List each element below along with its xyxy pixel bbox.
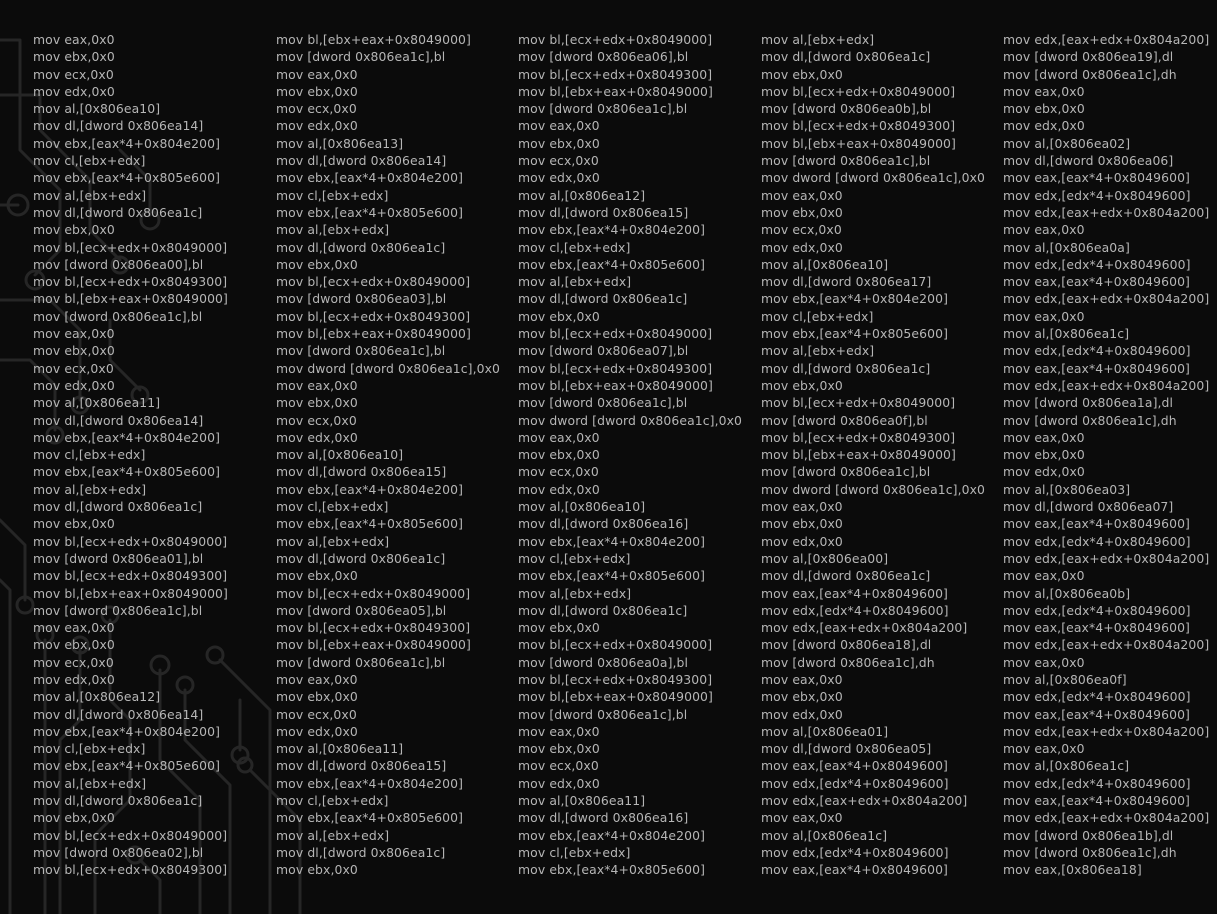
code-line: mov eax,0x0 [518,118,600,134]
code-line: mov al,[0x806ea10] [33,101,161,117]
code-line: mov bl,[ecx+edx+0x8049300] [761,118,956,134]
code-line: mov edx,[eax+edx+0x804a200] [1003,810,1210,826]
code-line: mov al,[0x806ea11] [518,793,646,809]
code-line: mov bl,[ebx+eax+0x8049000] [761,447,956,463]
code-line: mov edx,[edx*4+0x8049600] [1003,602,1191,618]
code-line: mov ebx,0x0 [761,377,843,393]
code-line: mov ebx,[eax*4+0x805e600] [276,810,463,826]
code-line: mov eax,0x0 [33,32,115,47]
code-line: mov ebx,0x0 [276,568,358,584]
code-line: mov eax,[eax*4+0x8049600] [1003,274,1190,290]
code-line: mov al,[ebx+edx] [33,775,147,791]
code-line: mov edx,0x0 [276,118,358,134]
code-line: mov bl,[ecx+edx+0x8049300] [33,274,228,290]
code-line: mov [dword 0x806ea1c],dh [1003,844,1177,860]
code-line: mov ebx,[eax*4+0x805e600] [33,758,220,774]
code-line: mov ebx,0x0 [33,637,115,653]
code-line: mov bl,[ecx+edx+0x8049000] [33,533,228,549]
code-line: mov ebx,[eax*4+0x805e600] [33,170,220,186]
code-line: mov bl,[ecx+edx+0x8049300] [276,620,471,636]
code-line: mov [dword 0x806ea18],dl [761,637,932,653]
code-line: mov edx,[edx*4+0x8049600] [1003,689,1191,705]
code-line: mov edx,0x0 [33,83,115,99]
code-line: mov dword [dword 0x806ea1c],0x0 [761,170,986,186]
code-line: mov edx,[eax+edx+0x804a200] [1003,377,1210,393]
code-line: mov cl,[ebx+edx] [518,239,631,255]
code-line: mov ebx,0x0 [276,395,358,411]
code-line: mov ebx,[eax*4+0x805e600] [518,862,705,878]
code-line: mov dword [dword 0x806ea1c],0x0 [518,412,743,428]
code-line: mov ebx,0x0 [276,256,358,272]
code-line: mov dl,[dword 0x806ea14] [33,118,204,134]
code-line: mov ebx,0x0 [518,620,600,636]
code-line: mov al,[0x806ea12] [518,187,646,203]
code-line: mov eax,[eax*4+0x8049600] [761,862,948,878]
code-line: mov ecx,0x0 [33,360,114,376]
code-line: mov eax,[eax*4+0x8049600] [761,758,948,774]
code-line: mov cl,[ebx+edx] [276,499,389,515]
code-line: mov al,[ebx+edx] [33,481,147,497]
code-line: mov al,[0x806ea12] [33,689,161,705]
code-line: mov al,[0x806ea13] [276,135,404,151]
code-line: mov ebx,0x0 [518,741,600,757]
code-line: mov bl,[ecx+edx+0x8049000] [518,326,713,342]
code-line: mov cl,[ebx+edx] [33,741,146,757]
code-line: mov ebx,0x0 [276,862,358,878]
code-line: mov bl,[ecx+edx+0x8049000] [276,585,471,601]
code-line: mov al,[0x806ea01] [761,723,889,739]
code-line: mov dl,[dword 0x806ea14] [276,153,447,169]
code-line: mov dl,[dword 0x806ea14] [33,412,204,428]
code-line: mov eax,0x0 [761,187,843,203]
code-line: mov al,[ebx+edx] [276,827,390,843]
code-line: mov edx,[edx*4+0x8049600] [1003,533,1191,549]
code-line: mov edx,[eax+edx+0x804a200] [1003,32,1210,47]
code-line: mov eax,0x0 [518,429,600,445]
code-line: mov [dword 0x806ea1a],dl [1003,395,1174,411]
code-line: mov dl,[dword 0x806ea15] [518,204,689,220]
code-line: mov edx,[eax+edx+0x804a200] [1003,204,1210,220]
code-line: mov eax,0x0 [1003,429,1085,445]
code-line: mov eax,0x0 [33,326,115,342]
code-line: mov dl,[dword 0x806ea07] [1003,499,1174,515]
code-line: mov ebx,[eax*4+0x805e600] [276,516,463,532]
code-line: mov edx,[eax+edx+0x804a200] [1003,723,1210,739]
code-line: mov ecx,0x0 [33,654,114,670]
code-line: mov dl,[dword 0x806ea05] [761,741,932,757]
code-line: mov al,[0x806ea03] [1003,481,1131,497]
code-line: mov dl,[dword 0x806ea1c] [518,291,688,307]
code-line: mov bl,[ecx+edx+0x8049300] [33,862,228,878]
code-line: mov ebx,[eax*4+0x805e600] [761,326,948,342]
code-line: mov ebx,0x0 [276,83,358,99]
code-line: mov bl,[ecx+edx+0x8049300] [761,429,956,445]
code-line: mov bl,[ecx+edx+0x8049000] [518,32,713,47]
code-line: mov ebx,[eax*4+0x804e200] [276,775,463,791]
code-line: mov al,[ebx+edx] [761,343,875,359]
code-line: mov edx,[edx*4+0x8049600] [1003,187,1191,203]
code-line: mov edx,[eax+edx+0x804a200] [1003,291,1210,307]
code-line: mov [dword 0x806ea03],bl [276,291,447,307]
code-line: mov ecx,0x0 [518,758,599,774]
code-line: mov eax,[eax*4+0x8049600] [1003,516,1190,532]
code-line: mov eax,0x0 [761,499,843,515]
code-line: mov ebx,0x0 [761,66,843,82]
code-line: mov [dword 0x806ea1c],bl [276,654,446,670]
code-line: mov edx,0x0 [276,429,358,445]
code-line: mov dl,[dword 0x806ea1c] [276,239,446,255]
code-line: mov eax,0x0 [33,620,115,636]
code-line: mov ebx,[eax*4+0x804e200] [518,827,705,843]
code-line: mov [dword 0x806ea1c],bl [518,706,688,722]
code-line: mov ecx,0x0 [276,706,357,722]
code-line: mov [dword 0x806ea1c],bl [33,602,203,618]
code-line: mov edx,0x0 [761,239,843,255]
code-line: mov al,[0x806ea11] [276,741,404,757]
code-line: mov ebx,[eax*4+0x804e200] [33,429,220,445]
code-line: mov ebx,0x0 [276,689,358,705]
code-line: mov ebx,0x0 [33,343,115,359]
code-line: mov eax,[eax*4+0x8049600] [761,585,948,601]
code-line: mov cl,[ebx+edx] [276,793,389,809]
code-line: mov dl,[dword 0x806ea1c] [276,844,446,860]
code-line: mov [dword 0x806ea1c],bl [276,49,446,65]
code-line: mov dl,[dword 0x806ea1c] [33,499,203,515]
code-line: mov al,[0x806ea10] [761,256,889,272]
code-line: mov ebx,[eax*4+0x804e200] [518,533,705,549]
code-line: mov ebx,0x0 [1003,447,1085,463]
code-line: mov [dword 0x806ea0b],bl [761,101,932,117]
code-line: mov eax,[eax*4+0x8049600] [1003,170,1190,186]
code-line: mov edx,[edx*4+0x8049600] [761,775,949,791]
code-line: mov eax,0x0 [1003,83,1085,99]
code-line: mov [dword 0x806ea02],bl [33,844,204,860]
code-line: mov dl,[dword 0x806ea14] [33,706,204,722]
code-line: mov [dword 0x806ea1c],dh [1003,66,1177,82]
code-line: mov al,[0x806ea0f] [1003,671,1127,687]
code-line: mov dword [dword 0x806ea1c],0x0 [276,360,501,376]
code-line: mov al,[0x806ea00] [761,550,889,566]
code-line: mov eax,0x0 [761,671,843,687]
code-line: mov bl,[ebx+eax+0x8049000] [276,637,471,653]
code-line: mov al,[ebx+edx] [33,187,147,203]
code-line: mov dl,[dword 0x806ea1c] [761,568,931,584]
code-line: mov edx,0x0 [33,671,115,687]
code-line: mov [dword 0x806ea0a],bl [518,654,689,670]
code-line: mov [dword 0x806ea1c],bl [276,343,446,359]
code-line: mov al,[0x806ea0a] [1003,239,1130,255]
code-column-5 [1003,31,1209,879]
code-line: mov al,[0x806ea0b] [1003,585,1131,601]
code-line: mov edx,[eax+edx+0x804a200] [1003,550,1210,566]
code-line: mov ebx,[eax*4+0x804e200] [276,481,463,497]
code-line: mov edx,0x0 [33,377,115,393]
code-line: mov eax,0x0 [276,377,358,393]
code-line: mov bl,[ebx+eax+0x8049000] [33,291,228,307]
code-line: mov ebx,[eax*4+0x805e600] [518,568,705,584]
code-line: mov ecx,0x0 [276,101,357,117]
code-line: mov [dword 0x806ea07],bl [518,343,689,359]
code-line: mov [dword 0x806ea1c],dh [761,654,935,670]
code-line: mov al,[0x806ea10] [518,499,646,515]
code-line: mov eax,[eax*4+0x8049600] [1003,706,1190,722]
code-line: mov [dword 0x806ea0f],bl [761,412,928,428]
code-line: mov eax,0x0 [761,810,843,826]
code-line: mov al,[0x806ea11] [33,395,161,411]
code-line: mov dl,[dword 0x806ea17] [761,274,932,290]
code-line: mov ebx,[eax*4+0x804e200] [761,291,948,307]
code-line: mov bl,[ebx+eax+0x8049000] [276,326,471,342]
code-line: mov edx,0x0 [1003,464,1085,480]
code-line: mov dl,[dword 0x806ea1c] [518,602,688,618]
code-line: mov ebx,[eax*4+0x805e600] [518,256,705,272]
code-line: mov edx,0x0 [761,533,843,549]
code-line: mov ebx,[eax*4+0x804e200] [33,723,220,739]
code-line: mov ebx,0x0 [33,222,115,238]
code-line: mov cl,[ebx+edx] [518,550,631,566]
code-line: mov dl,[dword 0x806ea06] [1003,153,1174,169]
code-line: mov al,[ebx+edx] [518,274,632,290]
code-line: mov al,[0x806ea10] [276,447,404,463]
code-line: mov edx,[edx*4+0x8049600] [1003,343,1191,359]
code-line: mov edx,0x0 [761,706,843,722]
code-line: mov bl,[ecx+edx+0x8049300] [518,360,713,376]
code-line: mov ebx,[eax*4+0x805e600] [33,464,220,480]
code-line: mov al,[0x806ea02] [1003,135,1131,151]
code-line: mov dl,[dword 0x806ea1c] [276,550,446,566]
code-line: mov edx,0x0 [518,775,600,791]
code-line: mov ebx,0x0 [761,516,843,532]
code-line: mov bl,[ebx+eax+0x8049000] [33,585,228,601]
code-line: mov ebx,0x0 [33,49,115,65]
code-line: mov bl,[ecx+edx+0x8049000] [518,637,713,653]
code-line: mov eax,0x0 [518,723,600,739]
code-line: mov [dword 0x806ea06],bl [518,49,689,65]
code-line: mov dl,[dword 0x806ea1c] [761,360,931,376]
code-line: mov [dword 0x806ea1c],bl [518,395,688,411]
code-line: mov cl,[ebx+edx] [276,187,389,203]
code-line: mov edx,0x0 [518,170,600,186]
code-line: mov [dword 0x806ea1c],bl [761,464,931,480]
code-line: mov eax,[eax*4+0x8049600] [1003,620,1190,636]
code-line: mov ecx,0x0 [761,222,842,238]
code-line: mov bl,[ecx+edx+0x8049000] [33,239,228,255]
code-line: mov dl,[dword 0x806ea16] [518,516,689,532]
code-line: mov bl,[ecx+edx+0x8049300] [518,66,713,82]
code-line: mov [dword 0x806ea1c],bl [761,153,931,169]
code-line: mov edx,0x0 [1003,118,1085,134]
code-line: mov al,[ebx+edx] [276,222,390,238]
code-line: mov [dword 0x806ea01],bl [33,550,204,566]
code-line: mov dl,[dword 0x806ea16] [518,810,689,826]
code-line: mov al,[ebx+edx] [276,533,390,549]
code-line: mov bl,[ecx+edx+0x8049300] [33,568,228,584]
code-line: mov edx,[edx*4+0x8049600] [1003,775,1191,791]
code-line: mov [dword 0x806ea1c],bl [518,101,688,117]
code-line: mov al,[ebx+edx] [761,32,875,47]
code-line: mov bl,[ecx+edx+0x8049300] [276,308,471,324]
code-line: mov eax,[eax*4+0x8049600] [1003,793,1190,809]
code-line: mov ebx,0x0 [761,689,843,705]
code-line: mov ebx,[eax*4+0x804e200] [33,135,220,151]
code-line: mov ebx,0x0 [518,135,600,151]
code-line: mov ebx,0x0 [33,516,115,532]
code-line: mov al,[0x806ea1c] [761,827,888,843]
code-line: mov bl,[ebx+eax+0x8049000] [518,377,713,393]
code-line: mov eax,0x0 [1003,568,1085,584]
code-line: mov [dword 0x806ea1c],dh [1003,412,1177,428]
code-line: mov edx,0x0 [518,481,600,497]
code-line: mov cl,[ebx+edx] [518,844,631,860]
code-line: mov [dword 0x806ea1b],dl [1003,827,1174,843]
code-line: mov eax,0x0 [276,66,358,82]
code-line: mov dl,[dword 0x806ea15] [276,464,447,480]
code-line: mov eax,[0x806ea18] [1003,862,1142,878]
code-line: mov bl,[ebx+eax+0x8049000] [518,689,713,705]
code-column-3 [518,31,742,879]
code-line: mov edx,[edx*4+0x8049600] [1003,256,1191,272]
code-line: mov dl,[dword 0x806ea1c] [33,204,203,220]
code-line: mov bl,[ebx+eax+0x8049000] [518,83,713,99]
code-column-4 [761,31,985,879]
code-column-1 [33,31,228,879]
code-line: mov edx,[edx*4+0x8049600] [761,844,949,860]
code-line: mov cl,[ebx+edx] [761,308,874,324]
code-line: mov dl,[dword 0x806ea1c] [33,793,203,809]
code-line: mov bl,[ecx+edx+0x8049000] [276,274,471,290]
code-line: mov eax,0x0 [1003,741,1085,757]
code-line: mov edx,[eax+edx+0x804a200] [761,793,968,809]
code-line: mov ebx,[eax*4+0x804e200] [518,222,705,238]
code-line: mov al,[ebx+edx] [518,585,632,601]
code-line: mov bl,[ecx+edx+0x8049000] [33,827,228,843]
code-line: mov [dword 0x806ea00],bl [33,256,204,272]
code-line: mov bl,[ebx+eax+0x8049000] [276,32,471,47]
code-line: mov ecx,0x0 [518,153,599,169]
code-line: mov eax,0x0 [1003,222,1085,238]
code-line: mov eax,[eax*4+0x8049600] [1003,360,1190,376]
code-line: mov ebx,[eax*4+0x805e600] [276,204,463,220]
code-line: mov eax,0x0 [276,671,358,687]
code-line: mov ebx,0x0 [1003,101,1085,117]
code-line: mov ebx,0x0 [761,204,843,220]
code-column-2 [276,31,500,879]
code-line: mov ebx,[eax*4+0x804e200] [276,170,463,186]
code-line: mov edx,[eax+edx+0x804a200] [1003,637,1210,653]
code-line: mov bl,[ecx+edx+0x8049000] [761,83,956,99]
code-line: mov edx,0x0 [276,723,358,739]
code-line: mov eax,0x0 [1003,654,1085,670]
code-line: mov ebx,0x0 [518,308,600,324]
code-line: mov bl,[ebx+eax+0x8049000] [761,135,956,151]
code-line: mov ecx,0x0 [518,464,599,480]
code-line: mov [dword 0x806ea1c],bl [33,308,203,324]
code-line: mov dl,[dword 0x806ea15] [276,758,447,774]
code-line: mov [dword 0x806ea19],dl [1003,49,1174,65]
code-line: mov [dword 0x806ea05],bl [276,602,447,618]
code-line: mov bl,[ecx+edx+0x8049300] [518,671,713,687]
code-line: mov ecx,0x0 [276,412,357,428]
code-line: mov cl,[ebx+edx] [33,447,146,463]
code-line: mov edx,[edx*4+0x8049600] [761,602,949,618]
code-line: mov eax,0x0 [1003,308,1085,324]
code-line: mov dword [dword 0x806ea1c],0x0 [761,481,986,497]
code-line: mov edx,[eax+edx+0x804a200] [761,620,968,636]
code-line: mov dl,[dword 0x806ea1c] [761,49,931,65]
code-line: mov ebx,0x0 [33,810,115,826]
code-line: mov bl,[ecx+edx+0x8049000] [761,395,956,411]
code-line: mov cl,[ebx+edx] [33,153,146,169]
code-line: mov al,[0x806ea1c] [1003,758,1130,774]
code-line: mov ecx,0x0 [33,66,114,82]
code-line: mov al,[0x806ea1c] [1003,326,1130,342]
code-line: mov ebx,0x0 [518,447,600,463]
